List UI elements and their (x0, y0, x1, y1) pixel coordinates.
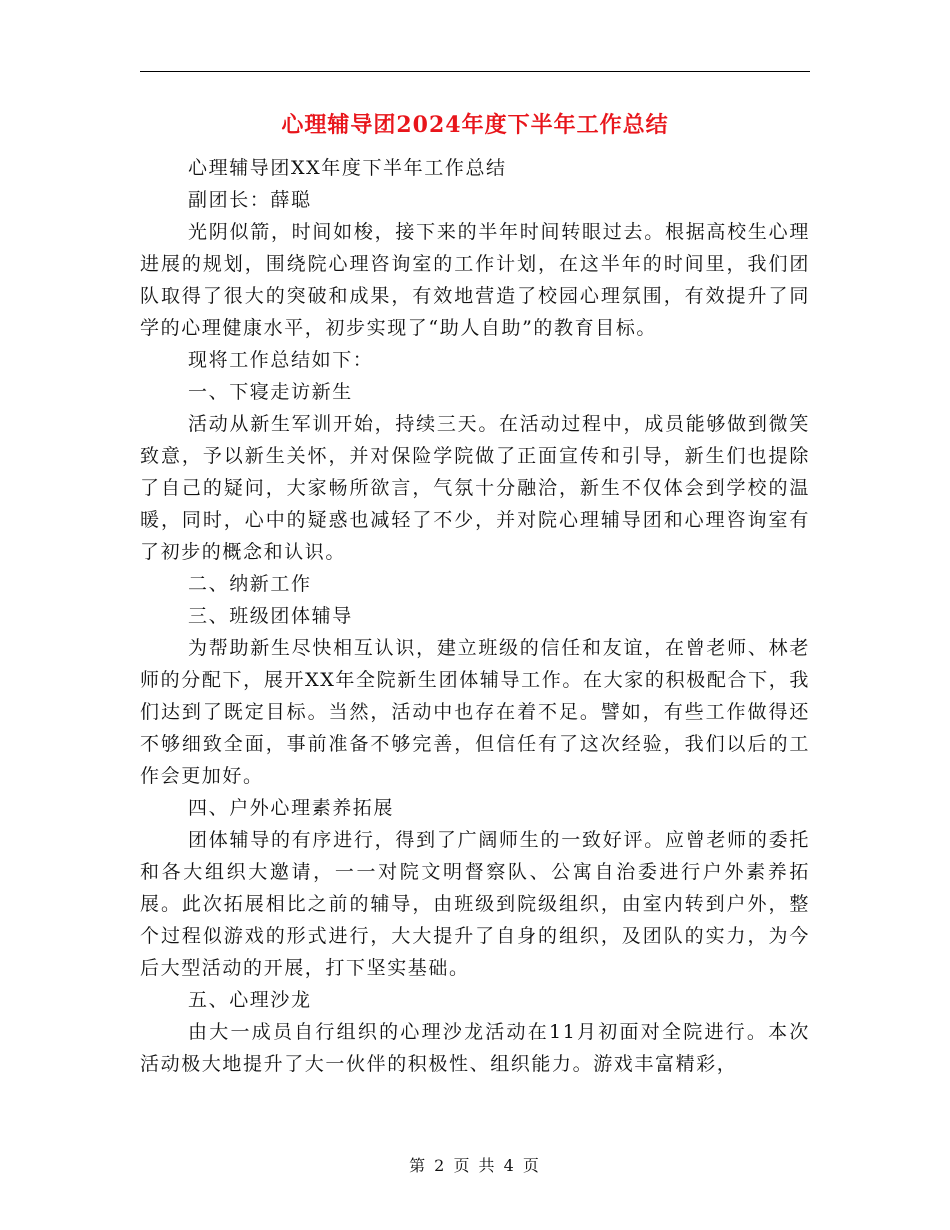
section-heading-2: 二、纳新工作 (188, 573, 312, 595)
section-body-5: 由大一成员自行组织的心理沙龙活动在11月初面对全院进行。本次活动极大地提升了大一伙伴的积极性、组织能力。游戏丰富精彩， (140, 1021, 810, 1075)
intro-paragraph: 光阴似箭，时间如梭，接下来的半年时间转眼过去。根据高校生心理进展的规划，围绕院心理咨询室的工作计划，在这半年的时间里，我们团队取得了很大的突破和成果，有效地营造了校园心理氛围，有效提升了同学的心理健康水平，初步实现了“助人自助”的教育目标。 (140, 221, 810, 339)
section-heading-3: 三、班级团体辅导 (188, 605, 353, 627)
document-title: 心理辅导团2024年度下半年工作总结 (281, 112, 669, 138)
author-line: 副团长：薛聪 (188, 189, 312, 211)
page-number: 第 2 页 共 4 页 (409, 1156, 541, 1175)
section-heading-5: 五、心理沙龙 (188, 989, 312, 1011)
subtitle-line: 心理辅导团XX年度下半年工作总结 (188, 157, 507, 179)
document-body (140, 152, 810, 1080)
section-body-4: 团体辅导的有序进行，得到了广阔师生的一致好评。应曾老师的委托和各大组织大邀请，一一对院文明督察队、公寓自治委进行户外素养拓展。此次拓展相比之前的辅导，由班级到院级组织，由室内转到户外，整个过程似游戏的形式进行，大大提升了自身的组织，及团队的实力，为今后大型活动的开展，打下坚实基础。 (140, 829, 810, 979)
section-body-3: 为帮助新生尽快相互认识，建立班级的信任和友谊，在曾老师、林老师的分配下，展开XX年全院新生团体辅导工作。在大家的积极配合下，我们达到了既定目标。当然，活动中也存在着不足。譬如，有些工作做得还不够细致全面，事前准备不够完善，但信任有了这次经验，我们以后的工作会更加好。 (140, 637, 810, 787)
summary-lead: 现将工作总结如下： (188, 349, 374, 371)
section-heading-1: 一、下寝走访新生 (188, 381, 353, 403)
section-heading-4: 四、户外心理素养拓展 (188, 797, 395, 819)
section-body-1: 活动从新生军训开始，持续三天。在活动过程中，成员能够做到微笑致意，予以新生关怀，并对保险学院做了正面宣传和引导，新生们也提除了自己的疑问，大家畅所欲言，气氛十分融洽，新生不仅体会到学校的温暖，同时，心中的疑惑也减轻了不少，并对院心理辅导团和心理咨询室有了初步的概念和认识。 (140, 413, 810, 563)
header-rule (140, 71, 810, 72)
